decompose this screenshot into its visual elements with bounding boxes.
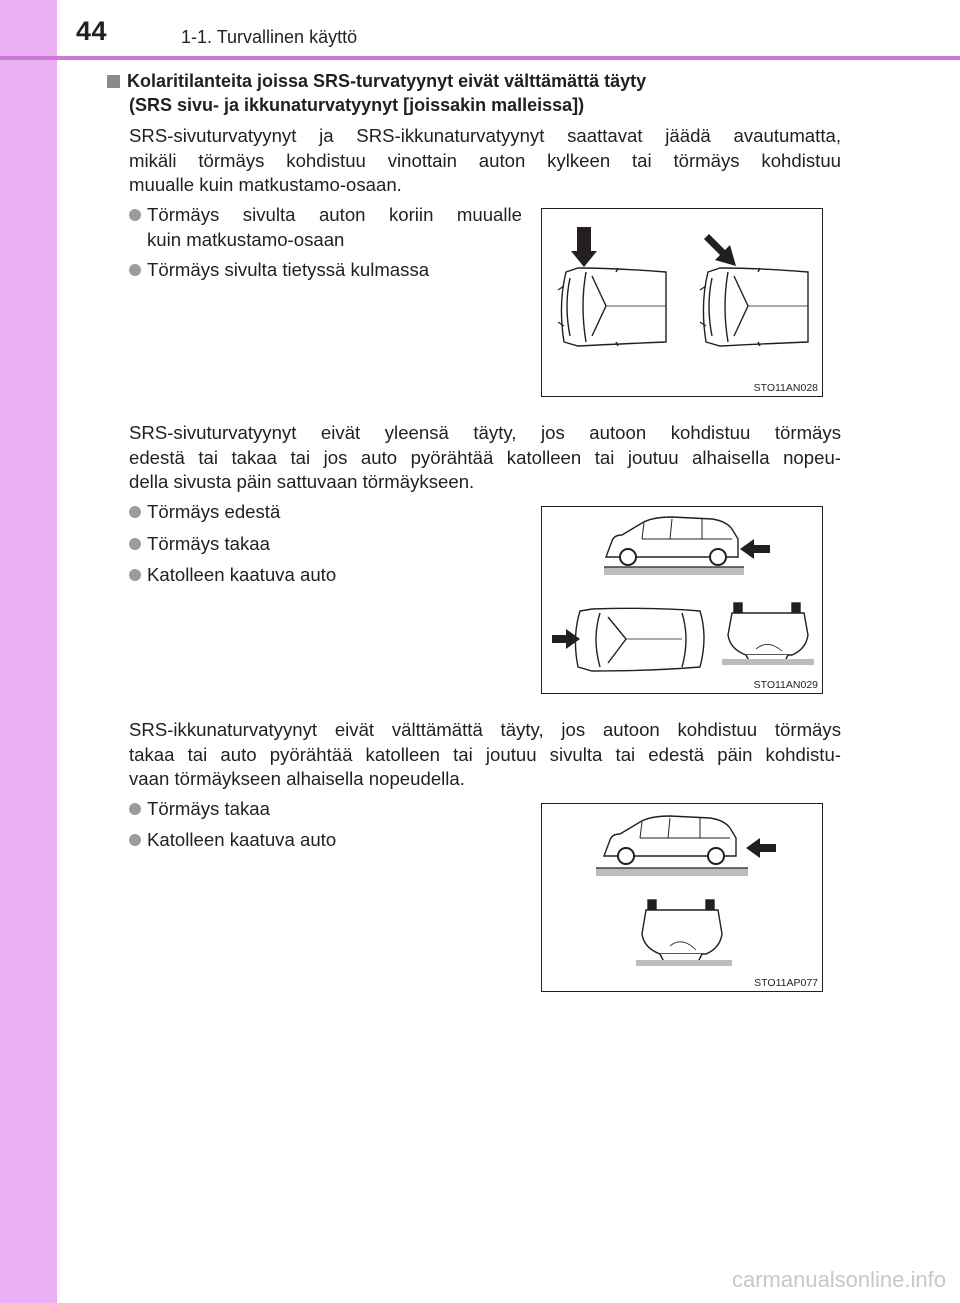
paragraph-2 <box>129 421 841 495</box>
paragraph-line: mikäli törmäys kohdistuu vinottain auton kylkeen tai törmäys kohdistuu <box>129 149 841 171</box>
intro-paragraph <box>129 124 841 198</box>
bullet-dot-icon <box>129 264 141 276</box>
paragraph-line: della sivusta päin sattuvaan törmäykseen. <box>129 471 475 493</box>
rollover-car-icon <box>728 603 808 663</box>
bullet-dot-icon <box>129 803 141 815</box>
figure-side-impact <box>541 208 823 397</box>
angled-impact-arrow-icon <box>704 234 736 266</box>
bullet-item <box>129 258 429 283</box>
paragraph-3 <box>129 718 841 792</box>
bullet-item <box>129 563 336 588</box>
bullet-dot-icon <box>129 834 141 846</box>
heading-line-2: (SRS sivu- ja ikkunaturvatyynyt [joissakin malleissa]) <box>129 95 585 115</box>
chapter-sidebar <box>0 0 57 1303</box>
figure-rear-rollover <box>541 803 823 992</box>
heading-line-1: Kolaritilanteita joissa SRS-turvatyynyt eivät välttämättä täyty <box>127 71 647 91</box>
bullet-dot-icon <box>129 538 141 550</box>
rear-rollover-illustration <box>542 804 822 991</box>
rear-impact-arrow-icon <box>746 838 776 858</box>
rear-impact-arrow-icon <box>740 539 770 559</box>
bullet-item <box>129 500 280 525</box>
heading-square-icon <box>107 75 120 88</box>
paragraph-line: muualle kuin matkustamo-osaan. <box>129 174 402 196</box>
bullet-text: Törmäys edestä <box>147 501 281 522</box>
bullet-item <box>129 203 522 252</box>
bullet-item <box>129 532 270 557</box>
section-heading <box>107 69 847 117</box>
figure-code: STO11AN029 <box>753 679 818 691</box>
bullet-text: Törmäys takaa <box>147 798 270 819</box>
paragraph-line: SRS-sivuturvatyynyt ja SRS-ikkunaturvatyynyt saattavat jäädä avautumatta, <box>129 125 841 146</box>
bullet-text: Katolleen kaatuva auto <box>147 564 337 585</box>
figure-code: STO11AN028 <box>753 382 818 394</box>
bullet-text: kuin matkustamo-osaan <box>147 228 345 250</box>
side-impact-illustration <box>542 209 822 396</box>
bullet-text: Törmäys sivulta tietyssä kulmassa <box>147 259 430 280</box>
figure-code: STO11AP077 <box>754 977 818 989</box>
rollover-car-icon <box>642 900 722 962</box>
car-top-view-icon <box>700 268 808 346</box>
paragraph-line: vaan törmäykseen alhaisella nopeudella. <box>129 768 465 790</box>
ground-bar <box>722 659 814 665</box>
figure-front-rear-rollover <box>541 506 823 694</box>
paragraph-line: takaa tai auto pyörähtää katolleen tai joutuu sivulta tai edestä päin kohdistu- <box>129 743 841 765</box>
bullet-dot-icon <box>129 209 141 221</box>
page-number: 44 <box>76 16 108 46</box>
ground-bar <box>636 960 732 966</box>
car-top-view-icon <box>558 268 666 346</box>
ground-bar <box>604 567 744 575</box>
impact-arrow-icon <box>571 227 597 267</box>
bullet-text: Katolleen kaatuva auto <box>147 829 337 850</box>
watermark: carmanualsonline.info <box>731 1267 946 1292</box>
paragraph-line: SRS-ikkunaturvatyynyt eivät välttämättä täyty, jos autoon kohdistuu törmäys <box>129 719 841 740</box>
header-rule <box>0 56 960 60</box>
paragraph-line: edestä tai takaa tai jos auto pyörähtää katolleen tai joutuu alhaisella nopeu- <box>129 446 841 468</box>
ground-bar <box>596 868 748 876</box>
paragraph-line: SRS-sivuturvatyynyt eivät yleensä täyty, jos autoon kohdistuu törmäys <box>129 422 841 443</box>
bullet-item <box>129 797 270 822</box>
chapter-title: 1-1. Turvallinen käyttö <box>181 27 358 47</box>
front-rear-rollover-illustration <box>542 507 822 693</box>
bullet-text: Törmäys takaa <box>147 533 270 554</box>
car-top-view-icon <box>575 608 704 671</box>
bullet-item <box>129 828 336 853</box>
bullet-text: Törmäys sivulta auton koriin muualle <box>147 204 522 225</box>
bullet-dot-icon <box>129 569 141 581</box>
car-side-view-icon <box>606 517 738 565</box>
car-side-view-icon <box>604 816 736 864</box>
bullet-dot-icon <box>129 506 141 518</box>
